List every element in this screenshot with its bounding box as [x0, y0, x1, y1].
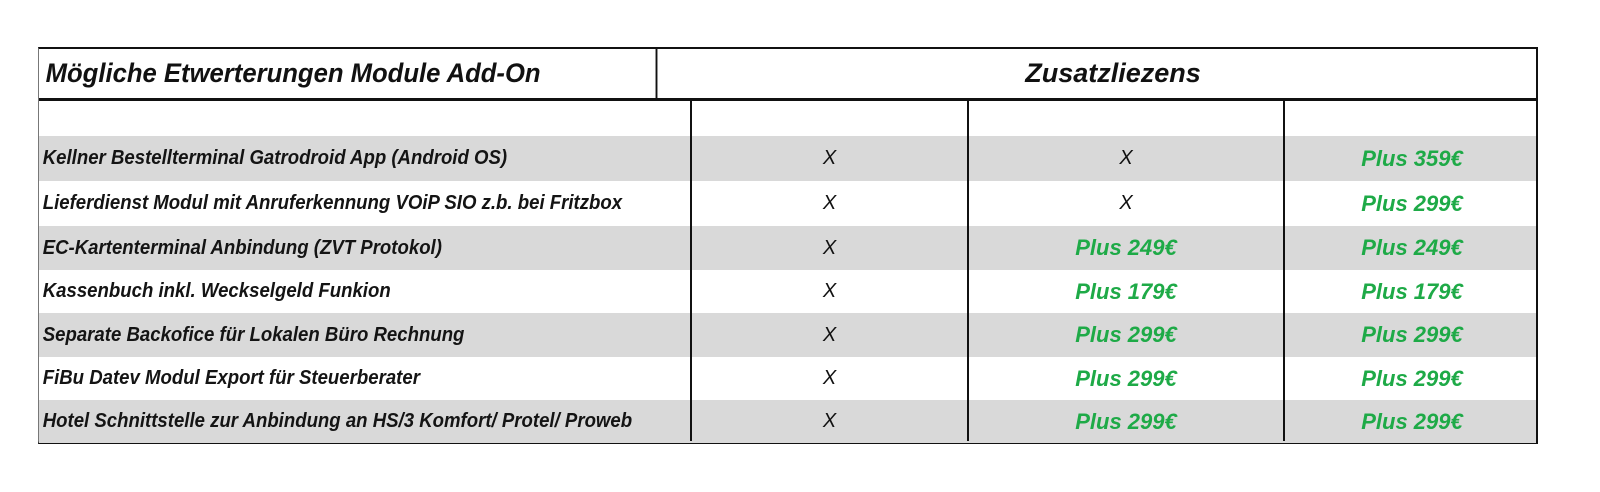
- row-label: Hotel Schnittstelle zur Anbindung an HS/3 Komfort/ Protel/ Proweb: [42, 410, 633, 432]
- addon-modules-table: [38, 47, 1538, 444]
- included-mark: X: [822, 323, 837, 346]
- column-divider: [690, 101, 692, 441]
- price-value: Plus 249€: [1361, 235, 1463, 260]
- price-value: Plus 249€: [1075, 235, 1177, 260]
- table-row: [39, 400, 1536, 443]
- included-mark: X: [822, 192, 837, 214]
- row-label: EC-Kartenterminal Anbindung (ZVT Protokol): [42, 236, 442, 259]
- table-row: [39, 136, 1536, 181]
- price-value: Plus 299€: [1075, 322, 1177, 347]
- price-value: Plus 299€: [1075, 408, 1177, 434]
- price-value: Plus 179€: [1075, 278, 1177, 304]
- table-row: [39, 270, 1536, 313]
- column-divider: [967, 101, 969, 441]
- price-value: Plus 359€: [1361, 145, 1463, 171]
- included-mark: X: [822, 236, 837, 259]
- row-label: Kassenbuch inkl. Weckselgeld Funkion: [42, 280, 391, 302]
- included-mark: X: [822, 410, 837, 432]
- included-mark: X: [1119, 147, 1133, 169]
- price-value: Plus 299€: [1361, 190, 1463, 216]
- table-row: [39, 181, 1536, 226]
- row-label: Lieferdienst Modul mit Anruferkennung VOiP SIO z.b. bei Fritzbox: [42, 192, 623, 214]
- column-divider: [1283, 101, 1285, 441]
- price-value: Plus 299€: [1361, 408, 1463, 434]
- header-modules-title: Mögliche Etwerterungen Module Add-On: [39, 49, 657, 98]
- included-mark: X: [822, 280, 837, 302]
- table-row: [39, 357, 1536, 400]
- table-row: [39, 313, 1536, 357]
- price-value: Plus 299€: [1361, 365, 1463, 391]
- table-header: [39, 49, 1536, 101]
- included-mark: X: [1119, 192, 1133, 214]
- price-value: Plus 299€: [1361, 322, 1463, 347]
- included-mark: X: [822, 147, 837, 169]
- table-row: [39, 226, 1536, 270]
- included-mark: X: [822, 367, 837, 389]
- row-label: FiBu Datev Modul Export für Steuerberater: [42, 367, 420, 389]
- row-label: Kellner Bestellterminal Gatrodroid App (Android OS): [42, 147, 508, 169]
- row-label: Separate Backofice für Lokalen Büro Rechnung: [42, 323, 465, 346]
- price-value: Plus 179€: [1361, 278, 1463, 304]
- empty-spacer-row: [39, 101, 1536, 136]
- header-license-title: Zusatzliezens: [1025, 58, 1201, 88]
- price-value: Plus 299€: [1075, 365, 1177, 391]
